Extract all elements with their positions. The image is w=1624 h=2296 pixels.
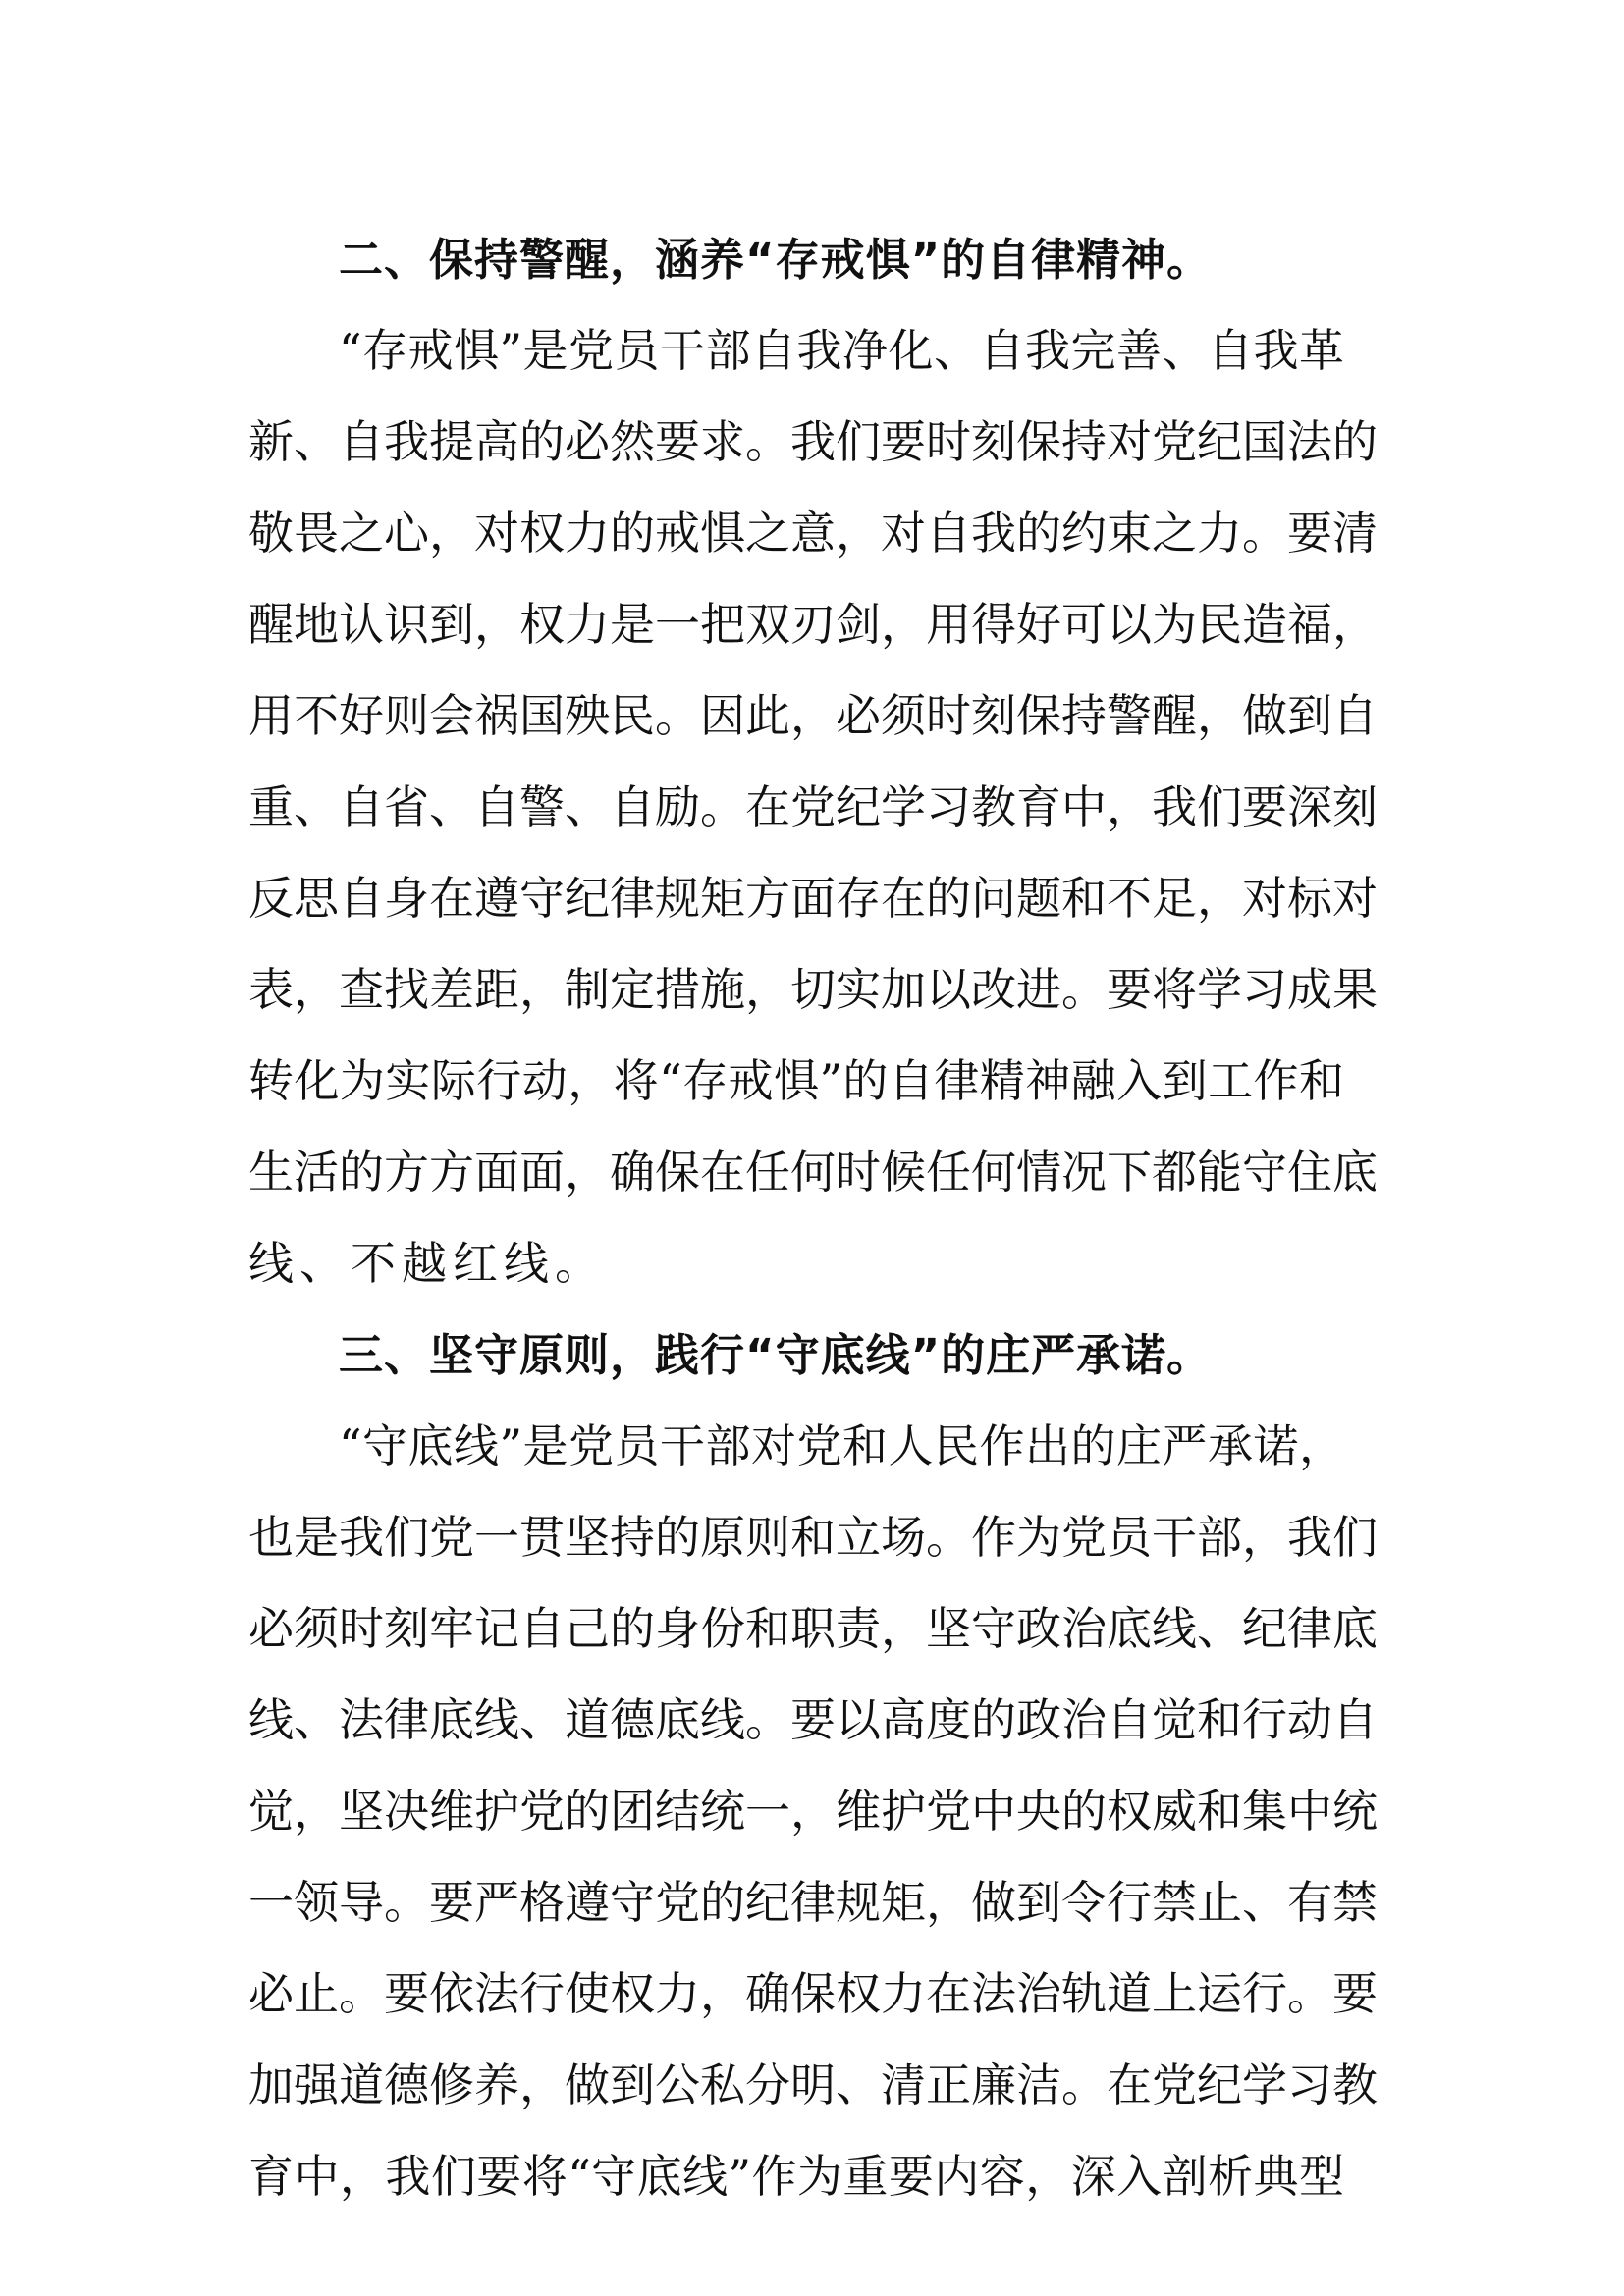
paragraph-line: 表，查找差距，制定措施，切实加以改进。要将学习成果 bbox=[248, 963, 1378, 1016]
paragraph-line: 必须时刻牢记自己的身份和职责，坚守政治底线、纪律底 bbox=[248, 1602, 1378, 1655]
section-heading-2: 二、保持警醒，涵养“存戒惧”的自律精神。 bbox=[339, 234, 1213, 286]
section-paragraph-2 bbox=[248, 305, 1378, 1309]
paragraph-line: 觉，坚决维护党的团结统一，维护党中央的权威和集中统 bbox=[248, 1785, 1378, 1838]
paragraph-line: 加强道德修养，做到公私分明、清正廉洁。在党纪学习教 bbox=[248, 2058, 1378, 2111]
paragraph-line: 用不好则会祸国殃民。因此，必须时刻保持警醒，做到自 bbox=[248, 689, 1378, 742]
paragraph-line: 线、法律底线、道德底线。要以高度的政治自觉和行动自 bbox=[248, 1693, 1378, 1746]
paragraph-line: 也是我们党一贯坚持的原则和立场。作为党员干部，我们 bbox=[248, 1511, 1378, 1564]
paragraph-line: 生活的方方面面，确保在任何时候任何情况下都能守住底 bbox=[248, 1146, 1378, 1199]
document-body bbox=[248, 214, 1378, 2222]
section-paragraph-3 bbox=[248, 1401, 1378, 2222]
paragraph-line: 线、不越红线。 bbox=[248, 1237, 606, 1290]
paragraph-line: “存戒惧”是党员干部自我净化、自我完善、自我革 bbox=[339, 324, 1344, 377]
paragraph-line: 必止。要依法行使权力，确保权力在法治轨道上运行。要 bbox=[248, 1967, 1378, 2020]
paragraph-line: 新、自我提高的必然要求。我们要时刻保持对党纪国法的 bbox=[248, 415, 1378, 468]
paragraph-line: 一领导。要严格遵守党的纪律规矩，做到令行禁止、有禁 bbox=[248, 1876, 1378, 1929]
paragraph-line: 转化为实际行动，将“存戒惧”的自律精神融入到工作和 bbox=[248, 1054, 1344, 1107]
paragraph-line: 重、自省、自警、自励。在党纪学习教育中，我们要深刻 bbox=[248, 780, 1378, 833]
section-heading-3: 三、坚守原则，践行“守底线”的庄严承诺。 bbox=[339, 1329, 1213, 1381]
paragraph-line: 育中，我们要将“守底线”作为重要内容，深入剖析典型 bbox=[248, 2150, 1344, 2203]
paragraph-line: 醒地认识到，权力是一把双刃剑，用得好可以为民造福， bbox=[248, 598, 1378, 651]
paragraph-line: 反思自身在遵守纪律规矩方面存在的问题和不足，对标对 bbox=[248, 872, 1378, 925]
paragraph-line: “守底线”是党员干部对党和人民作出的庄严承诺， bbox=[339, 1419, 1344, 1472]
paragraph-line: 敬畏之心，对权力的戒惧之意，对自我的约束之力。要清 bbox=[248, 507, 1378, 560]
